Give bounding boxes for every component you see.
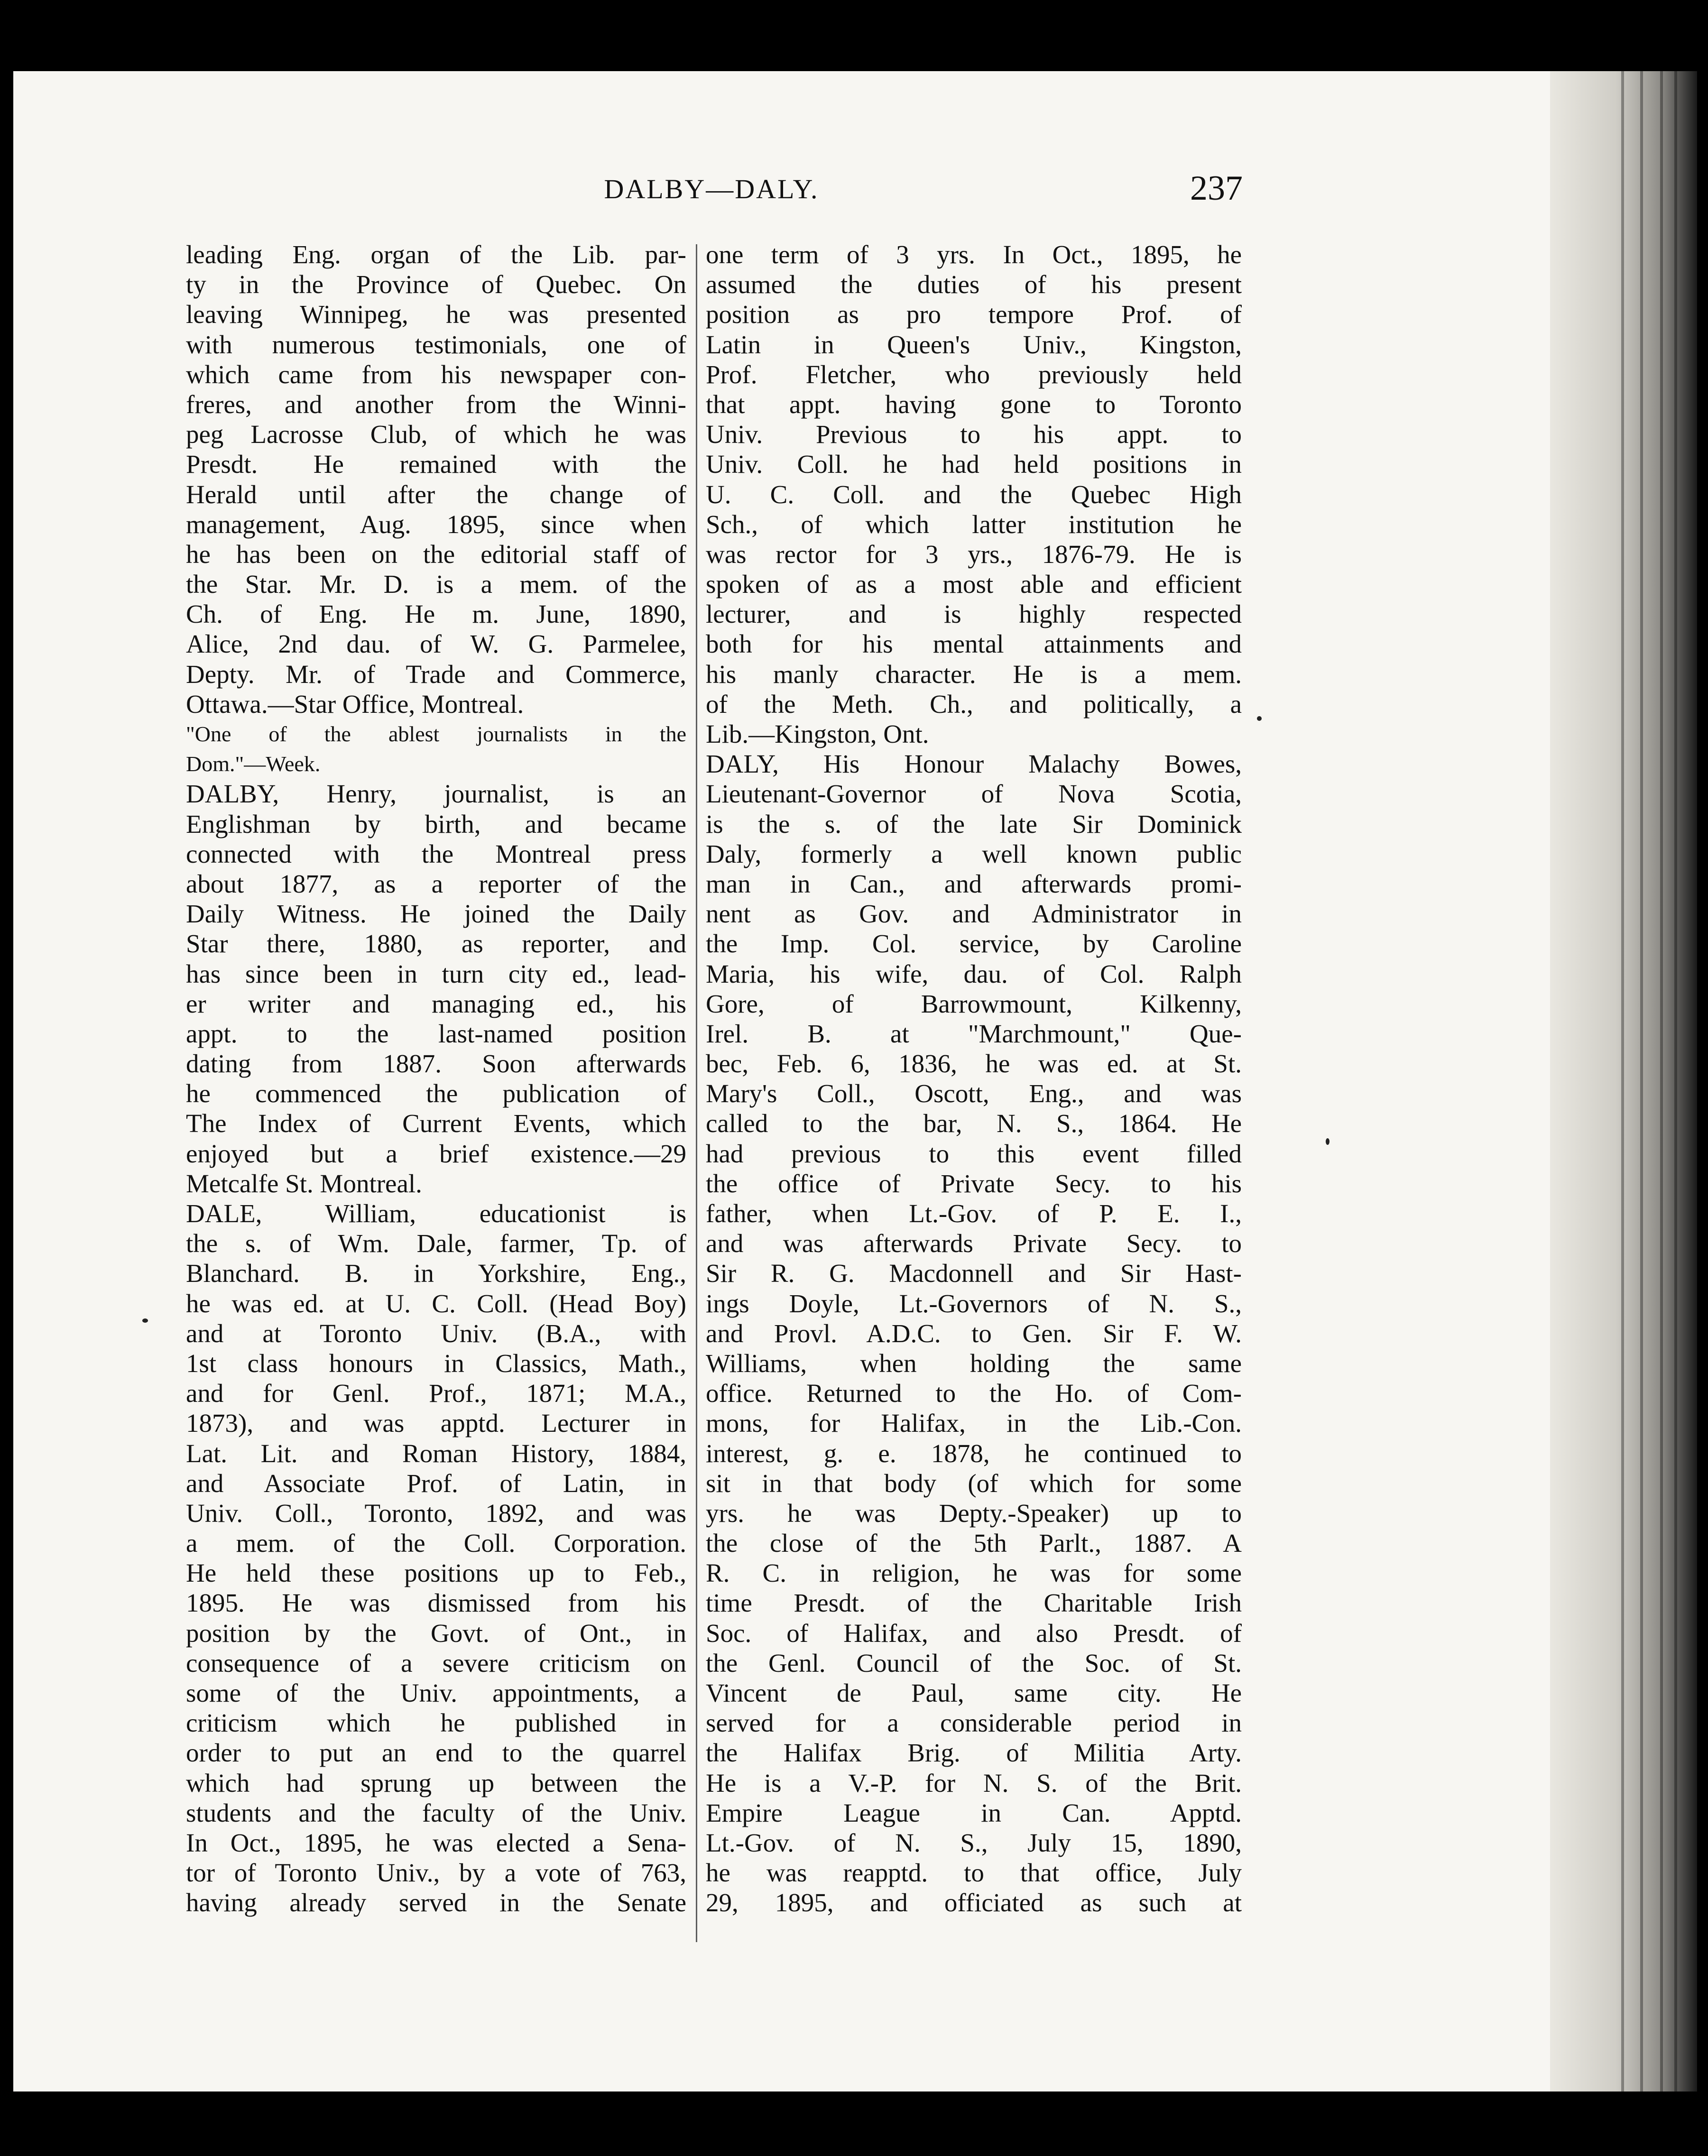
text-line: the Genl. Council of the Soc. of St.: [706, 1648, 1242, 1677]
text-line: Herald until after the change of: [186, 479, 686, 509]
text-line: the Halifax Brig. of Militia Arty.: [706, 1738, 1242, 1768]
text-line: 1st class honours in Classics, Math.,: [186, 1348, 686, 1378]
text-line: ings Doyle, Lt.-Governors of N. S.,: [706, 1289, 1242, 1318]
text-line: which came from his newspaper con-: [186, 359, 686, 389]
text-line: Empire League in Can. Apptd.: [706, 1798, 1242, 1827]
text-line: nent as Gov. and Administrator in: [706, 899, 1242, 929]
text-line: the Imp. Col. service, by Caroline: [706, 929, 1242, 958]
text-line: Williams, when holding the same: [706, 1348, 1242, 1378]
text-line: appt. to the last-named position: [186, 1019, 686, 1048]
text-line: Sch., of which latter institution he: [706, 509, 1242, 539]
text-line: he commenced the publication of: [186, 1079, 686, 1108]
text-line: the close of the 5th Parlt., 1887. A: [706, 1529, 1242, 1558]
text-line: mons, for Halifax, in the Lib.-Con.: [706, 1409, 1242, 1438]
text-line: Lieutenant-Governor of Nova Scotia,: [706, 779, 1242, 809]
text-line: Soc. of Halifax, and also Presdt. of: [706, 1618, 1242, 1648]
text-line: connected with the Montreal press: [186, 839, 686, 868]
text-line: Irel. B. at "Marchmount," Que-: [706, 1019, 1242, 1048]
text-line: management, Aug. 1895, since when: [186, 509, 686, 539]
text-line: position as pro tempore Prof. of: [706, 300, 1242, 329]
text-line: the s. of Wm. Dale, farmer, Tp. of: [186, 1229, 686, 1258]
text-line: had previous to this event filled: [706, 1139, 1242, 1168]
text-line: sit in that body (of which for some: [706, 1468, 1242, 1498]
scan-speck: [142, 1318, 148, 1323]
text-line: one term of 3 yrs. In Oct., 1895, he: [706, 240, 1242, 269]
scan-speck: [1257, 716, 1262, 721]
text-line: peg Lacrosse Club, of which he was: [186, 420, 686, 449]
text-line: and for Genl. Prof., 1871; M.A.,: [186, 1379, 686, 1408]
text-line: Prof. Fletcher, who previously held: [706, 359, 1242, 389]
text-line: order to put an end to the quarrel: [186, 1738, 686, 1768]
text-line: he was reapptd. to that office, July: [706, 1858, 1242, 1888]
text-line: and was afterwards Private Secy. to: [706, 1229, 1242, 1258]
text-line: U. C. Coll. and the Quebec High: [706, 479, 1242, 509]
text-line: position by the Govt. of Ont., in: [186, 1618, 686, 1648]
scan-speck: [1326, 1138, 1329, 1145]
text-line: 1873), and was apptd. Lecturer in: [186, 1409, 686, 1438]
text-line: yrs. he was Depty.-Speaker) up to: [706, 1498, 1242, 1528]
text-line: Englishman by birth, and became: [186, 809, 686, 838]
text-line: man in Can., and afterwards promi-: [706, 869, 1242, 898]
text-line: time Presdt. of the Charitable Irish: [706, 1588, 1242, 1618]
text-line: having already served in the Senate: [186, 1888, 686, 1917]
right-column: [706, 240, 1242, 1918]
text-line: 1895. He was dismissed from his: [186, 1588, 686, 1618]
text-line: Univ. Coll. he had held positions in: [706, 450, 1242, 479]
text-line: assumed the duties of his present: [706, 270, 1242, 299]
text-line: is the s. of the late Sir Dominick: [706, 809, 1242, 838]
text-line: Dom."—Week.: [186, 752, 321, 776]
page-number: 237: [1190, 169, 1243, 208]
text-line: his manly character. He is a mem.: [706, 659, 1242, 689]
text-line: Alice, 2nd dau. of W. G. Parmelee,: [186, 629, 686, 659]
text-line: Daly, formerly a well known public: [706, 839, 1242, 868]
text-line: about 1877, as a reporter of the: [186, 869, 686, 898]
text-line: ty in the Province of Quebec. On: [186, 270, 686, 299]
text-line: leaving Winnipeg, he was presented: [186, 300, 686, 329]
text-line: Star there, 1880, as reporter, and: [186, 929, 686, 958]
left-column: [186, 240, 686, 1918]
text-line: Lat. Lit. and Roman History, 1884,: [186, 1438, 686, 1468]
text-line: Ch. of Eng. He m. June, 1890,: [186, 599, 686, 629]
text-line: Blanchard. B. in Yorkshire, Eng.,: [186, 1259, 686, 1288]
text-line: with numerous testimonials, one of: [186, 330, 686, 359]
text-line: served for a considerable period in: [706, 1708, 1242, 1738]
text-line: In Oct., 1895, he was elected a Sena-: [186, 1828, 686, 1857]
text-line: bec, Feb. 6, 1836, he was ed. at St.: [706, 1049, 1242, 1078]
text-line: leading Eng. organ of the Lib. par-: [186, 240, 686, 269]
text-line: spoken of as a most able and efficient: [706, 570, 1242, 599]
column-divider: [696, 244, 697, 1942]
text-line: both for his mental attainments and: [706, 629, 1242, 659]
text-line: he was ed. at U. C. Coll. (Head Boy): [186, 1289, 686, 1318]
text-line: a mem. of the Coll. Corporation.: [186, 1529, 686, 1558]
text-line: and Associate Prof. of Latin, in: [186, 1468, 686, 1498]
text-line: Univ. Previous to his appt. to: [706, 420, 1242, 449]
text-line: has since been in turn city ed., lead-: [186, 959, 686, 988]
text-line: Lt.-Gov. of N. S., July 15, 1890,: [706, 1828, 1242, 1857]
text-line: and at Toronto Univ. (B.A., with: [186, 1318, 686, 1348]
text-line: Vincent de Paul, same city. He: [706, 1678, 1242, 1707]
text-line: Latin in Queen's Univ., Kingston,: [706, 330, 1242, 359]
text-line: of the Meth. Ch., and politically, a: [706, 689, 1242, 719]
text-line: Sir R. G. Macdonnell and Sir Hast-: [706, 1259, 1242, 1288]
text-line: enjoyed but a brief existence.—29: [186, 1139, 686, 1168]
text-line: and Provl. A.D.C. to Gen. Sir F. W.: [706, 1318, 1242, 1348]
text-line: er writer and managing ed., his: [186, 989, 686, 1018]
text-line: students and the faculty of the Univ.: [186, 1798, 686, 1827]
text-line: DALBY, Henry, journalist, is an: [186, 779, 686, 809]
text-line: interest, g. e. 1878, he continued to: [706, 1438, 1242, 1468]
text-line: some of the Univ. appointments, a: [186, 1678, 686, 1707]
text-line: The Index of Current Events, which: [186, 1109, 686, 1138]
text-line: Univ. Coll., Toronto, 1892, and was: [186, 1498, 686, 1528]
text-line: he has been on the editorial staff of: [186, 539, 686, 569]
running-head-title: DALBY—DALY.: [604, 174, 819, 204]
text-line: consequence of a severe criticism on: [186, 1648, 686, 1677]
text-line: Maria, his wife, dau. of Col. Ralph: [706, 959, 1242, 988]
text-line: DALE, William, educationist is: [186, 1199, 686, 1228]
text-line: the Star. Mr. D. is a mem. of the: [186, 570, 686, 599]
text-line: dating from 1887. Soon afterwards: [186, 1049, 686, 1078]
text-line: called to the bar, N. S., 1864. He: [706, 1109, 1242, 1138]
text-line: that appt. having gone to Toronto: [706, 389, 1242, 419]
text-line: tor of Toronto Univ., by a vote of 763,: [186, 1858, 686, 1888]
text-line: Daily Witness. He joined the Daily: [186, 899, 686, 929]
text-line: Presdt. He remained with the: [186, 450, 686, 479]
text-line: "One of the ablest journalists in the: [186, 722, 686, 746]
text-line: Metcalfe St. Montreal.: [186, 1169, 422, 1198]
text-line: Depty. Mr. of Trade and Commerce,: [186, 659, 686, 689]
text-line: R. C. in religion, he was for some: [706, 1558, 1242, 1588]
text-line: lecturer, and is highly respected: [706, 599, 1242, 629]
text-line: freres, and another from the Winni-: [186, 389, 686, 419]
text-line: which had sprung up between the: [186, 1768, 686, 1797]
text-line: father, when Lt.-Gov. of P. E. I.,: [706, 1199, 1242, 1228]
text-line: office. Returned to the Ho. of Com-: [706, 1379, 1242, 1408]
text-line: DALY, His Honour Malachy Bowes,: [706, 749, 1242, 779]
running-head: [180, 169, 1243, 211]
page-edge-shadow: [1550, 71, 1697, 2092]
text-line: Mary's Coll., Oscott, Eng., and was: [706, 1079, 1242, 1108]
text-line: Gore, of Barrowmount, Kilkenny,: [706, 989, 1242, 1018]
text-line: 29, 1895, and officiated as such at: [706, 1888, 1242, 1917]
text-line: He held these positions up to Feb.,: [186, 1558, 686, 1588]
text-line: Lib.—Kingston, Ont.: [706, 719, 929, 748]
text-line: the office of Private Secy. to his: [706, 1169, 1242, 1198]
text-line: criticism which he published in: [186, 1708, 686, 1738]
text-line: He is a V.-P. for N. S. of the Brit.: [706, 1768, 1242, 1797]
text-line: was rector for 3 yrs., 1876-79. He is: [706, 539, 1242, 569]
text-line: Ottawa.—Star Office, Montreal.: [186, 689, 524, 719]
